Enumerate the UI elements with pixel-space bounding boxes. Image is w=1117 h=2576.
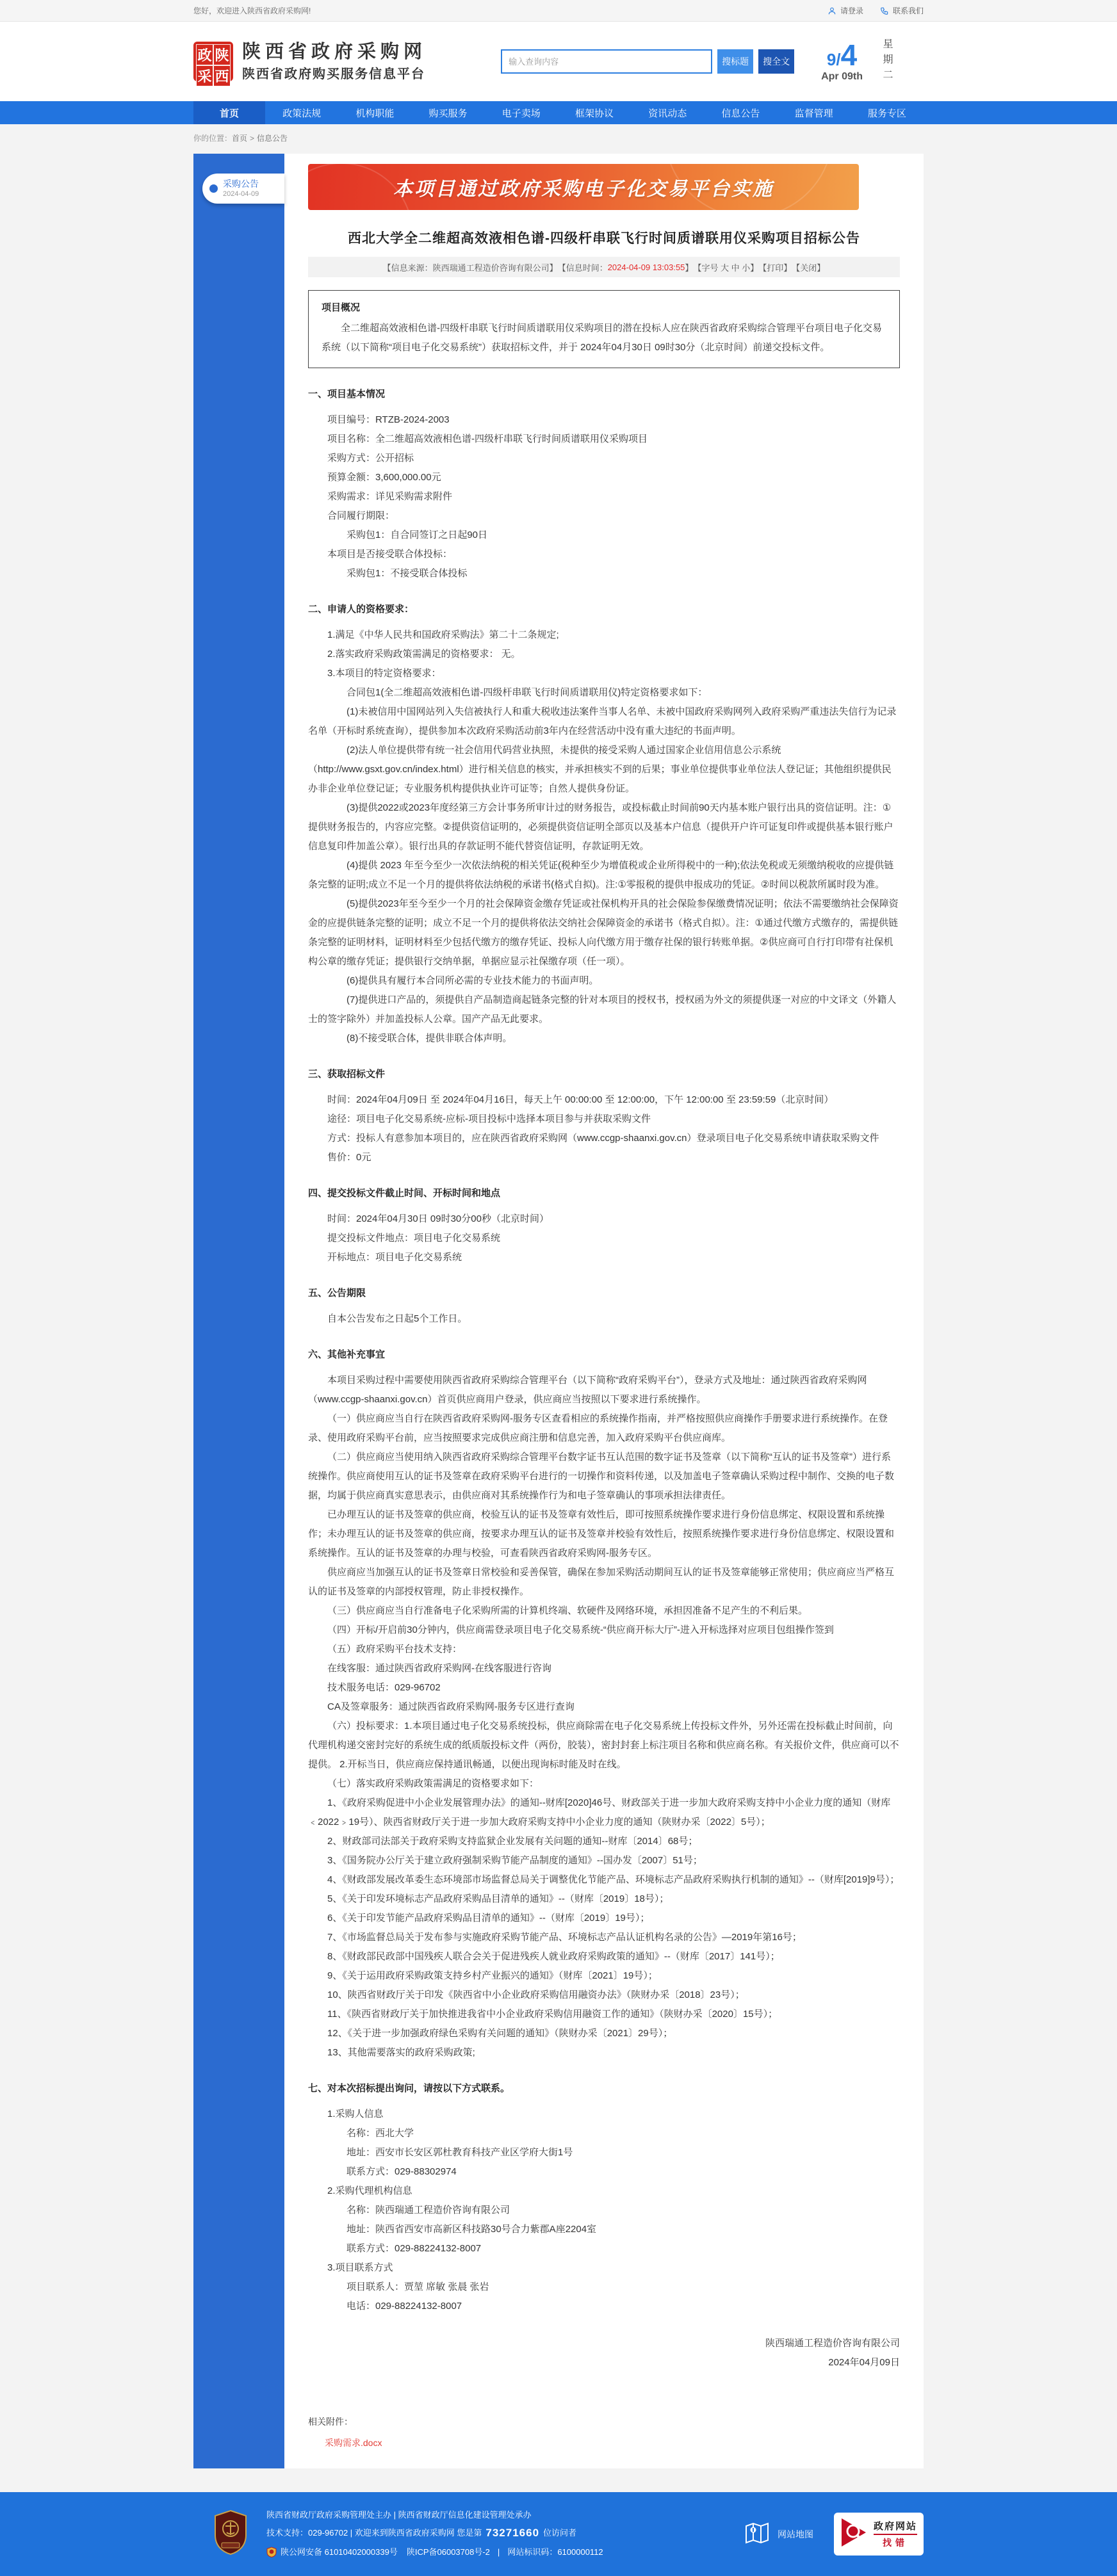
nav-item-信息公告[interactable]: 信息公告 [721, 108, 760, 119]
article-paragraph: 1.采购人信息 [327, 2109, 384, 2119]
meta-text: 】 [685, 263, 694, 273]
site-logo[interactable] [193, 40, 427, 85]
article-paragraph: 项目联系人：贾堃 席敏 张晨 张岩 [347, 2281, 489, 2292]
article-paragraph: 采购需求：详见采购需求附件 [327, 491, 453, 502]
article-paragraph: 采购方式：公开招标 [327, 453, 414, 464]
article-paragraph: 项目编号：RTZB-2024-2003 [327, 414, 450, 425]
section-heading: 二、申请人的资格要求： [308, 604, 414, 615]
breadcrumb: 你的位置：首页 > 信息公告 [193, 134, 288, 143]
search-input[interactable] [501, 49, 712, 74]
article-paragraph: (3)提供2022或2023年度经第三方会计事务所审计过的财务报告，或投标截止时间前90天内基本账户银行出具的资信证明。注：①提供财务报告的，内容应完整。②提供资信证明的，必须提供资信证明全部页以及基本户信息（提供开户许可证复印件或提供基本银行账户信息复印件加盖公章）。银行出具的存款证明不能代替资信证明，存款证明无效。 [308, 802, 893, 852]
article-paragraph: 方式：投标人有意参加本项目的，应在陕西省政府采购网（www.ccgp-shaanxi.gov.cn）登录项目电子化交易系统申请获取采购文件 [327, 1133, 879, 1144]
nav-item-框架协议[interactable]: 框架协议 [575, 108, 614, 119]
article-paragraph: 2.采购代理机构信息 [327, 2185, 412, 2196]
article-paragraph: 联系方式：029-88302974 [347, 2166, 457, 2177]
article-paragraph: 名称：西北大学 [347, 2128, 414, 2139]
article-paragraph: CA及签章服务：通过陕西省政府采购网-服务专区进行查询 [327, 1701, 575, 1712]
site-code: 网站标识码：6100000112 [507, 2547, 603, 2557]
site-header [0, 22, 1117, 101]
category-sidebar [193, 154, 284, 2468]
finance-shield-icon [213, 2509, 249, 2559]
article-paragraph: 3、《国务院办公厅关于建立政府强制采购节能产品制度的通知》--国办发〔2007〕51号； [327, 1855, 703, 1866]
article-paragraph: (7)提供进口产品的，须提供自产品制造商起链条完整的针对本项目的授权书，授权函为外文的须提供逐一对应的中文译文（外籍人士的签字除外）并加盖投标人公章。国产产品无此要求。 [308, 994, 897, 1025]
article-paragraph: (8)不接受联合体，提供非联合体声明。 [347, 1033, 512, 1044]
platform-banner: 本项目通过政府采购电子化交易平台实施 [308, 164, 859, 210]
article-paragraph: 8、《财政部民政部中国残疾人联合会关于促进残疾人就业政府采购政策的通知》--（财库〔2017〕141号）； [327, 1951, 780, 1962]
icp-link[interactable]: 陕ICP备06003708号-2 [406, 2547, 490, 2557]
article-paragraph: 合同履行期限： [327, 510, 395, 521]
article-paragraph: 6、《关于印发节能产品政府采购品目清单的通知》--（财库〔2019〕19号）； [327, 1913, 650, 1924]
article-paragraph: 地址：西安市长安区郭杜教育科技产业区学府大街1号 [347, 2147, 573, 2158]
signature-company: 陕西瑞通工程造价咨询有限公司 [765, 2338, 900, 2349]
main-content [193, 154, 924, 2468]
nav-item-政策法规[interactable]: 政策法规 [282, 108, 322, 119]
visitor-count: 73271660 [485, 2527, 540, 2539]
breadcrumb-current-link[interactable]: 信息公告 [257, 134, 288, 143]
info-time: 2024-04-09 13:03:55 [607, 262, 685, 272]
article-paragraph: 本项目是否接受联合体投标： [327, 549, 453, 560]
nav-item-服务专区[interactable]: 服务专区 [867, 108, 906, 119]
article-paragraph: 预算金额：3,600,000.00元 [327, 472, 441, 483]
bullet-dot-icon [209, 184, 218, 193]
footer-organizer-line: 陕西省财政厅政府采购管理处主办 | 陕西省财政厅信息化建设管理处承办 [266, 2510, 532, 2520]
nav-item-机构职能[interactable]: 机构职能 [355, 108, 395, 119]
article-meta-bar [308, 257, 900, 277]
article-paragraph: 电话：029-88224132-8007 [347, 2301, 462, 2312]
article-paragraph: 1、《政府采购促进中小企业发展管理办法》的通知--财库[2020]46号、财政部关于进一步加大政府采购支持中小企业力度的通知（财库﹤2022﹥19号）、陕西省财政厅关于进一步加大政府采购支持中小企业力度的通知（陕财办采〔2022〕5号）； [308, 1797, 891, 1827]
article-paragraph: 联系方式：029-88224132-8007 [347, 2243, 482, 2254]
section-heading: 四、提交投标文件截止时间、开标时间和地点 [308, 1188, 501, 1199]
article-paragraph: 1.满足《中华人民共和国政府采购法》第二十二条规定; [327, 629, 559, 640]
seal-char: 采 [197, 66, 213, 86]
article-paragraph: 10、陕西省财政厅关于印发《陕西省中小企业政府采购信用融资办法》（陕财办采〔2018〕23号）； [327, 1989, 745, 2000]
article-paragraph: （六）投标要求：1.本项目通过电子化交易系统投标，供应商除需在电子化交易系统上传投标文件外，另外还需在投标截止时间前，向代理机构递交密封完好的系统生成的纸质版投标文件（两份，胶装），密封封套上标注项目名称和供应商名称。有关报价文件，供应商可以不提供。 2.开标当日，供应商应保持通讯畅通，以便出现询标时能及时在线。 [308, 1721, 899, 1770]
seal-char: 陕 [214, 45, 230, 65]
attachment-link[interactable]: 采购需求.docx [325, 2438, 382, 2448]
article-title: 西北大学全二维超高效液相色谱-四级杆串联飞行时间质谱联用仪采购项目招标公告 [348, 231, 860, 246]
article-paragraph: 在线客服：通过陕西省政府采购网-在线客服进行咨询 [327, 1663, 551, 1674]
search-fulltext-button[interactable]: 搜全文 [758, 49, 794, 74]
section-heading: 六、其他补充事宜 [308, 1349, 386, 1360]
article-paragraph: （五）政府采购平台技术支持： [327, 1644, 462, 1655]
main-nav [0, 101, 1117, 124]
section-heading: 五、公告期限 [308, 1288, 366, 1299]
article-paragraph: (2)法人单位提供带有统一社会信用代码营业执照，未提供的接受采购人通过国家企业信用信息公示系统（http://www.gsxt.gov.cn/index.html）进行相关信息的核实，并承担核实不到的后果；事业单位提供事业单位法人登记证；其他组织提供民办非企业单位登记证；专业服务机构提供执业许可证等；自然人提供身份证。 [308, 745, 892, 794]
search-bar [501, 49, 794, 74]
signature-date: 2024年04月09日 [828, 2357, 900, 2368]
meta-action[interactable]: 【关闭】 [792, 263, 826, 273]
article-paragraph: （二）供应商应当使用纳入陕西省政府采购综合管理平台数字证书互认范围的数字证书及签章（以下简称“互认的证书及签章”）进行系统操作。供应商使用互认的证书及签章在政府采购平台进行的一切操作和资料传递，以及加盖电子签章确认采购过程中制作、交换的电子数据，均属于供应商真实意思表示，由供应商对其系统操作行为和电子签章确认的事项承担法律责任。 [308, 1452, 895, 1501]
site-name: 陕西省政府采购网 [242, 42, 427, 63]
article-paragraph: （七）落实政府采购政策需满足的资格要求如下： [327, 1778, 539, 1789]
article-panel [284, 154, 924, 2468]
meta-text: 【信息来源：陕西瑞通工程造价咨询有限公司】 [382, 263, 558, 273]
article-paragraph: 自本公告发布之日起5个工作日。 [327, 1313, 468, 1324]
attachments-section [308, 2412, 900, 2449]
article-paragraph: 途径：项目电子化交易系统-应标-项目投标中选择本项目参与并获取采购文件 [327, 1114, 651, 1124]
breadcrumb-home-link[interactable]: 首页 [232, 134, 248, 143]
phone-icon [880, 6, 889, 15]
article-paragraph: 采购包1：不接受联合体投标 [347, 568, 468, 579]
error-report-logo-icon [840, 2517, 868, 2551]
public-security-badge-icon [266, 2547, 277, 2557]
article-paragraph: 合同包1(全二维超高效液相色谱-四级杆串联飞行时间质谱联用仪)特定资格要求如下： [347, 687, 708, 698]
meta-action[interactable]: 【打印】 [758, 263, 792, 273]
article-paragraph: 时间：2024年04月09日 至 2024年04月16日，每天上午 00:00:00 至 12:00:00，下午 12:00:00 至 23:59:59（北京时间） [327, 1094, 834, 1105]
weekday-text: 星期二 [881, 38, 892, 85]
meta-action[interactable]: 【字号 大 中 小】 [693, 263, 759, 273]
article-paragraph: 已办理互认的证书及签章的供应商，校验互认的证书及签章有效性后，即可按照系统操作要求进行身份信息绑定、权限设置和系统操作；未办理互认的证书及签章的供应商，按要求办理互认的证书及签章并校验有效性后，按照系统操作要求进行身份信息绑定、权限设置和系统操作。互认的证书及签章的办理与校验，可查看陕西省政府采购网-服务专区。 [308, 1509, 895, 1559]
section-heading: 一、项目基本情况 [308, 389, 386, 400]
footer-registration-line: 陕公网安备 61010402000339号 陕ICP备06003708号-2 | 网站标识码：6100000112 [266, 2547, 603, 2557]
nav-item-电子卖场[interactable]: 电子卖场 [501, 108, 541, 119]
article-paragraph: 5、《关于印发环境标志产品政府采购品目清单的通知》--（财库〔2019〕18号）； [327, 1893, 669, 1904]
sidebar-tab-procurement-notice[interactable]: 采购公告 2024-04-09 [202, 174, 284, 204]
section-heading: 七、对本次招标提出询问，请按以下方式联系。 [308, 2083, 510, 2094]
contact-link[interactable]: 联系我们 [880, 5, 924, 16]
article-paragraph: 13、其他需要落实的政府采购政策; [327, 2047, 475, 2058]
nav-item-购买服务[interactable]: 购买服务 [428, 108, 468, 119]
article-paragraph: (4)提供 2023 年至今至少一次依法纳税的相关凭证(税种至少为增值税或企业所得税中的一种);依法免税或无须缴纳税收的应提供链条完整的证明;成立不足一个月的提供将依法纳税的承诺书(格式自拟)。注:①零报税的提供申报成功的凭证。②时间以税款所属时段为准。 [308, 860, 894, 890]
search-title-button[interactable]: 搜标题 [717, 49, 753, 74]
overview-heading: 项目概况 [322, 302, 361, 313]
nav-item-监督管理[interactable]: 监督管理 [794, 108, 833, 119]
beian-link[interactable]: 陕公网安备 61010402000339号 [281, 2547, 398, 2557]
attachments-label: 相关附件： [308, 2417, 353, 2427]
article-paragraph: 12、《关于进一步加强政府绿色采购有关问题的通知》（陕财办采〔2021〕29号）； [327, 2028, 673, 2039]
article-paragraph: 3.项目联系方式 [327, 2262, 393, 2273]
map-icon [744, 2521, 770, 2547]
seal-char: 西 [214, 66, 230, 86]
footer-visitor-line: 技术支持：029-96702 | 欢迎来到陕西省政府采购网 您是第 73271660 位访问者 [266, 2527, 577, 2539]
article-paragraph: 9、《关于运用政府采购政策支持乡村产业振兴的通知》（财库〔2021〕19号）； [327, 1970, 658, 1981]
article-paragraph: （一）供应商应当自行在陕西省政府采购网-服务专区查看相应的系统操作指南，并严格按照供应商操作手册要求进行系统操作。在登录、使用政府采购平台前，应当按照要求完成供应商注册和信息完善，加入政府采购平台供应商库。 [308, 1413, 888, 1443]
welcome-text: 您好，欢迎进入陕西省政府采购网! [193, 6, 311, 15]
article-paragraph: (6)提供具有履行本合同所必需的专业技术能力的书面声明。 [347, 975, 599, 986]
article-paragraph: 售价：0元 [327, 1152, 371, 1163]
overview-body: 全二维超高效液相色谱-四级杆串联飞行时间质谱联用仪采购项目的潜在投标人应在陕西省政府采购综合管理平台项目电子化交易系统（以下简称“项目电子化交易系统”）获取招标文件，并于 2024年04月30日 09时30分（北京时间）前递交投标文件。 [322, 323, 883, 353]
signature-block [308, 2334, 900, 2372]
footer-gap [0, 2468, 1117, 2492]
site-footer [0, 2492, 1117, 2576]
article-paragraph: 开标地点：项目电子化交易系统 [327, 1252, 462, 1263]
project-overview-box [308, 290, 900, 368]
topbar [0, 0, 1117, 22]
article-paragraph: 2、财政部司法部关于政府采购支持监狱企业发展有关问题的通知--财库〔2014〕68号； [327, 1836, 698, 1847]
sitemap-link[interactable]: 网站地图 [744, 2521, 813, 2547]
article-paragraph: 项目名称：全二维超高效液相色谱-四级杆串联飞行时间质谱联用仪采购项目 [327, 433, 648, 444]
article-paragraph: 名称：陕西瑞通工程造价咨询有限公司 [347, 2205, 510, 2216]
article-paragraph: (1)未被信用中国网站列入失信被执行人和重大税收违法案件当事人名单、未被中国政府采购网列入政府采购严重违法失信行为记录名单（开标时系统查询），提供参加本次政府采购活动前3年内在经营活动中没有重大违纪的书面声明。 [308, 706, 897, 736]
seal-logo-icon [193, 42, 233, 85]
article-paragraph: 技术服务电话：029-96702 [327, 1682, 441, 1693]
login-link[interactable]: 请登录 [828, 5, 863, 16]
article-paragraph: 3.本项目的特定资格要求： [327, 668, 441, 679]
article-paragraph: （四）开标/开启前30分钟内，供应商需登录项目电子化交易系统-“供应商开标大厅”-进入开标选择对应项目包组操作签到 [327, 1624, 834, 1635]
article-paragraph: 时间：2024年04月30日 09时30分00秒（北京时间） [327, 1213, 549, 1224]
article-paragraph: (5)提供2023年至今至少一个月的社会保障资金缴存凭证或社保机构开具的社会保险参保缴费情况证明；依法不需要缴纳社会保障资金的应提供链条完整的证明；成立不足一个月的提供将依法交纳社会保障资金的承诺书（格式自拟）。注：①通过代缴方式缴存的，需提供链条完整的证明材料，证明材料至少包括代缴方的缴存凭证、投标人向代缴方用于缴存社保的银行转账单据。②供应商可自行打印带有社保机构公章的缴存凭证；提供银行交纳单据，单据应显示社保缴存项（任一项）。 [308, 898, 899, 967]
article-paragraph: 7、《市场监督总局关于发布参与实施政府采购节能产品、环境标志产品认证机构名录的公告》—2019年第16号； [327, 1932, 802, 1943]
article-paragraph: 供应商应当加强互认的证书及签章日常校验和妥善保管，确保在参加采购活动期间互认的证书及签章能够正常使用；供应商应当严格互认的证书及签章的内部授权管理，防止非授权操作。 [308, 1567, 895, 1597]
article-paragraph: 提交投标文件地点：项目电子化交易系统 [327, 1233, 501, 1243]
article-paragraph: 地址：陕西省西安市高新区科技路30号合力紫郡A座2204室 [347, 2224, 597, 2235]
article-paragraph: 采购包1：自合同签订之日起90日 [347, 530, 488, 540]
gov-site-error-report-badge[interactable]: 政府网站 找错 [834, 2513, 924, 2556]
nav-item-首页[interactable]: 首页 [193, 101, 265, 124]
site-subtitle: 陕西省政府购买服务信息平台 [242, 67, 425, 81]
section-heading: 三、获取招标文件 [308, 1069, 386, 1080]
article-paragraph: （三）供应商应当自行准备电子化采购所需的计算机终端、软硬件及网络环境，承担因准备不足产生的不利后果。 [327, 1605, 808, 1616]
seal-char: 政 [197, 45, 213, 65]
meta-text: 【信息时间： [557, 263, 608, 273]
article-paragraph: 本项目采购过程中需要使用陕西省政府采购综合管理平台（以下简称“政府采购平台”），登录方式及地址：通过陕西省政府采购网（www.ccgp-shaanxi.gov.cn）首页供应商用户登录，供应商应当按照以下要求进行系统操作。 [308, 1375, 867, 1405]
article-paragraph: 2.落实政府采购政策需满足的资格要求： 无。 [327, 649, 521, 660]
article-body [308, 385, 900, 2316]
date-widget: 9/4 Apr 09th [821, 38, 863, 82]
nav-item-资讯动态[interactable]: 资讯动态 [648, 108, 687, 119]
article-paragraph: 4、《财政部发展改革委生态环境部市场监督总局关于调整优化节能产品、环境标志产品政府采购执行机制的通知》--（财库[2019]9号）； [327, 1874, 900, 1885]
user-icon [828, 6, 836, 15]
article-paragraph: 11、《陕西省财政厅关于加快推进我省中小企业政府采购信用融资工作的通知》（陕财办采〔2020〕15号）； [327, 2009, 778, 2020]
